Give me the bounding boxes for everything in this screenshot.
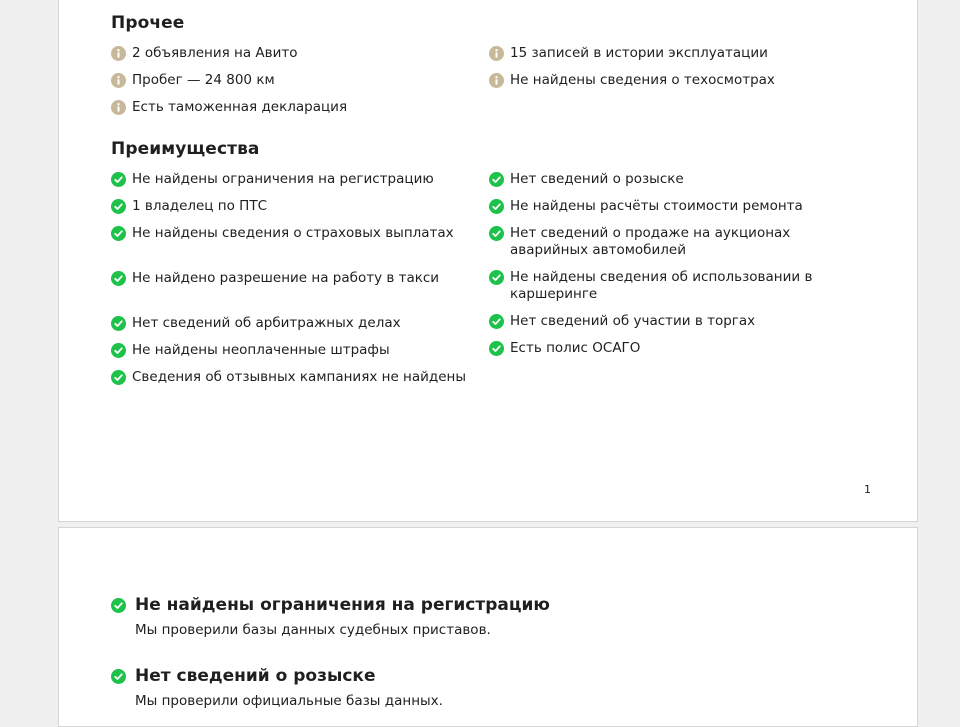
detail-text: Мы проверили базы данных судебных приставов.	[135, 622, 491, 638]
list-item: Сведения об отзывных кампаниях не найдены	[111, 369, 489, 386]
check-circle-icon	[111, 226, 126, 241]
list-item: Нет сведений о розыске	[489, 171, 871, 188]
report-page-2	[58, 527, 918, 727]
list-item: 15 записей в истории эксплуатации	[489, 45, 871, 62]
list-item: Не найдены сведения о страховых выплатах	[111, 225, 489, 242]
list-item: Не найдены расчёты стоимости ремонта	[489, 198, 871, 215]
list-item: 1 владелец по ПТС	[111, 198, 489, 215]
info-icon	[111, 73, 126, 88]
check-circle-icon	[489, 314, 504, 329]
list-item: Не найдены неоплаченные штрафы	[111, 342, 489, 359]
info-icon	[111, 100, 126, 115]
list-item: Нет сведений о продаже на аукционах аварийных автомобилей	[489, 225, 871, 259]
advantages-column-left	[111, 171, 489, 396]
list-item: Не найдено разрешение на работу в такси	[111, 270, 489, 287]
advantages-list	[111, 171, 871, 396]
detail-block	[111, 594, 811, 639]
list-item: Нет сведений об арбитражных делах	[111, 315, 489, 332]
list-item: Нет сведений об участии в торгах	[489, 313, 871, 330]
other-column-right	[489, 45, 871, 126]
check-circle-icon	[489, 270, 504, 285]
advantages-column-right	[489, 171, 871, 396]
detail-title: Не найдены ограничения на регистрацию	[111, 594, 811, 616]
check-circle-icon	[111, 370, 126, 385]
list-item: Не найдены сведения о техосмотрах	[489, 72, 871, 89]
section-title-advantages: Преимущества	[111, 139, 260, 159]
list-item: 2 объявления на Авито	[111, 45, 489, 62]
detail-text: Мы проверили официальные базы данных.	[135, 693, 443, 709]
list-item: Не найдены сведения об использовании в каршеринге	[489, 269, 871, 303]
other-column-left	[111, 45, 489, 126]
check-circle-icon	[111, 316, 126, 331]
check-circle-icon	[111, 343, 126, 358]
detail-title: Нет сведений о розыске	[111, 665, 811, 687]
detail-block	[111, 665, 811, 710]
page-number: 1	[864, 483, 871, 496]
report-page-1	[58, 0, 918, 522]
check-circle-icon	[111, 271, 126, 286]
list-item: Не найдены ограничения на регистрацию	[111, 171, 489, 188]
info-icon	[111, 46, 126, 61]
check-circle-icon	[111, 598, 126, 613]
list-item: Есть полис ОСАГО	[489, 340, 871, 357]
info-icon	[489, 46, 504, 61]
check-circle-icon	[489, 199, 504, 214]
check-circle-icon	[111, 172, 126, 187]
check-circle-icon	[489, 172, 504, 187]
check-circle-icon	[111, 669, 126, 684]
list-item: Пробег — 24 800 км	[111, 72, 489, 89]
list-item: Есть таможенная декларация	[111, 99, 489, 116]
other-list	[111, 45, 871, 126]
info-icon	[489, 73, 504, 88]
check-circle-icon	[111, 199, 126, 214]
section-title-other: Прочее	[111, 13, 185, 33]
check-circle-icon	[489, 226, 504, 241]
check-circle-icon	[489, 341, 504, 356]
